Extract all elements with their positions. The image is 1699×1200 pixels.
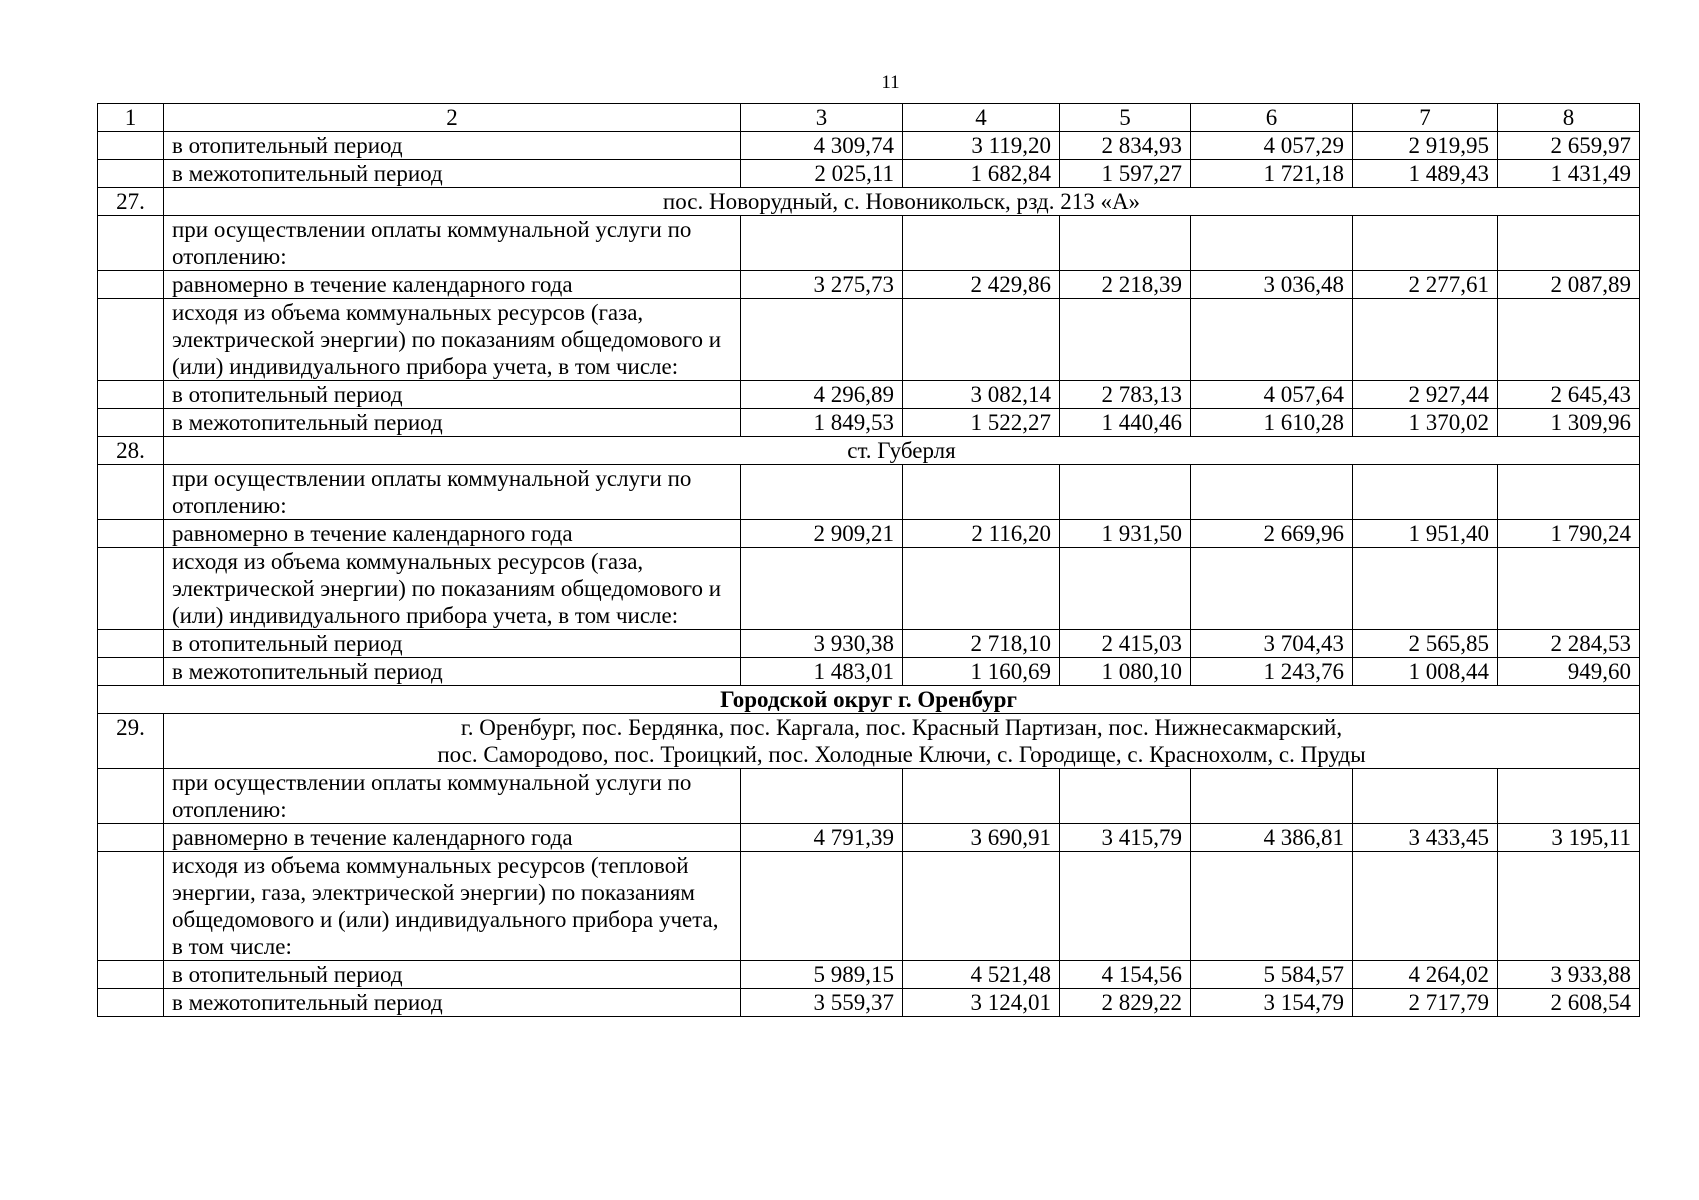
value-cell: 3 415,79 xyxy=(1060,824,1191,852)
column-number: 6 xyxy=(1191,104,1353,132)
value-cell: 3 154,79 xyxy=(1191,989,1353,1017)
value-cell xyxy=(741,299,903,381)
value-cell xyxy=(1191,548,1353,630)
value-cell: 3 704,43 xyxy=(1191,630,1353,658)
column-number: 7 xyxy=(1353,104,1498,132)
row-label: исходя из объема коммунальных ресурсов (газа, электрической энергии) по показаниям общедомового и (или) индивидуального прибора учета, в том числе: xyxy=(164,299,741,381)
value-cell: 3 433,45 xyxy=(1353,824,1498,852)
value-cell: 1 610,28 xyxy=(1191,409,1353,437)
section-number: 29. xyxy=(98,714,164,769)
value-cell xyxy=(741,852,903,961)
row-number-cell xyxy=(98,299,164,381)
column-number: 5 xyxy=(1060,104,1191,132)
row-label: в отопительный период xyxy=(164,132,741,160)
table-row xyxy=(98,271,1640,299)
value-cell: 2 218,39 xyxy=(1060,271,1191,299)
value-cell xyxy=(1191,299,1353,381)
value-cell xyxy=(1191,769,1353,824)
value-cell xyxy=(741,216,903,271)
row-number-cell xyxy=(98,465,164,520)
value-cell: 3 275,73 xyxy=(741,271,903,299)
district-heading-row xyxy=(98,686,1640,714)
value-cell xyxy=(1498,548,1640,630)
section-number: 27. xyxy=(98,188,164,216)
section-place-line: г. Оренбург, пос. Бердянка, пос. Каргала, пос. Красный Партизан, пос. Нижнесакмарский, xyxy=(460,715,1343,740)
value-cell xyxy=(903,852,1060,961)
value-cell: 2 659,97 xyxy=(1498,132,1640,160)
value-cell: 1 243,76 xyxy=(1191,658,1353,686)
value-cell: 5 989,15 xyxy=(741,961,903,989)
section-header-row xyxy=(98,714,1640,769)
value-cell: 5 584,57 xyxy=(1191,961,1353,989)
value-cell xyxy=(1498,216,1640,271)
value-cell xyxy=(903,548,1060,630)
column-number: 2 xyxy=(164,104,741,132)
value-cell xyxy=(1060,299,1191,381)
table-row xyxy=(98,216,1640,271)
row-number-cell xyxy=(98,548,164,630)
row-number-cell xyxy=(98,132,164,160)
table-row xyxy=(98,824,1640,852)
value-cell: 4 296,89 xyxy=(741,381,903,409)
value-cell: 4 386,81 xyxy=(1191,824,1353,852)
value-cell: 2 783,13 xyxy=(1060,381,1191,409)
value-cell: 2 415,03 xyxy=(1060,630,1191,658)
value-cell: 1 597,27 xyxy=(1060,160,1191,188)
value-cell xyxy=(1353,465,1498,520)
value-cell xyxy=(1498,465,1640,520)
value-cell: 4 309,74 xyxy=(741,132,903,160)
row-number-cell xyxy=(98,824,164,852)
value-cell: 2 718,10 xyxy=(903,630,1060,658)
table-row xyxy=(98,630,1640,658)
value-cell xyxy=(903,299,1060,381)
row-label: при осуществлении оплаты коммунальной услуги по отоплению: xyxy=(164,465,741,520)
row-number-cell xyxy=(98,852,164,961)
row-number-cell xyxy=(98,160,164,188)
column-number: 8 xyxy=(1498,104,1640,132)
row-label: в отопительный период xyxy=(164,630,741,658)
value-cell xyxy=(1060,769,1191,824)
value-cell xyxy=(1191,216,1353,271)
section-place-line: пос. Самородово, пос. Троицкий, пос. Холодные Ключи, с. Городище, с. Краснохолм, с. Пруды xyxy=(437,742,1366,767)
row-label: исходя из объема коммунальных ресурсов (тепловой энергии, газа, электрической энергии) по показаниям общедомового и (или) индивидуального прибора учета, в том числе: xyxy=(164,852,741,961)
table-row xyxy=(98,520,1640,548)
value-cell xyxy=(1191,852,1353,961)
value-cell xyxy=(1498,299,1640,381)
table-row xyxy=(98,299,1640,381)
value-cell: 1 309,96 xyxy=(1498,409,1640,437)
table-row xyxy=(98,160,1640,188)
value-cell: 3 036,48 xyxy=(1191,271,1353,299)
value-cell: 2 608,54 xyxy=(1498,989,1640,1017)
row-number-cell xyxy=(98,216,164,271)
table-row xyxy=(98,409,1640,437)
value-cell: 4 057,64 xyxy=(1191,381,1353,409)
value-cell: 4 791,39 xyxy=(741,824,903,852)
row-label: в межотопительный период xyxy=(164,989,741,1017)
column-number-row xyxy=(98,104,1640,132)
value-cell xyxy=(1060,852,1191,961)
table-row xyxy=(98,548,1640,630)
value-cell: 1 682,84 xyxy=(903,160,1060,188)
value-cell: 1 431,49 xyxy=(1498,160,1640,188)
column-number: 4 xyxy=(903,104,1060,132)
value-cell: 1 489,43 xyxy=(1353,160,1498,188)
value-cell: 4 154,56 xyxy=(1060,961,1191,989)
row-number-cell xyxy=(98,381,164,409)
row-number-cell xyxy=(98,658,164,686)
value-cell xyxy=(903,769,1060,824)
table-row xyxy=(98,465,1640,520)
row-label: равномерно в течение календарного года xyxy=(164,824,741,852)
row-label: в межотопительный период xyxy=(164,160,741,188)
value-cell: 2 284,53 xyxy=(1498,630,1640,658)
value-cell: 1 440,46 xyxy=(1060,409,1191,437)
value-cell: 949,60 xyxy=(1498,658,1640,686)
table-row xyxy=(98,769,1640,824)
section-place: пос. Новорудный, с. Новоникольск, рзд. 213 «А» xyxy=(164,188,1640,216)
value-cell: 3 559,37 xyxy=(741,989,903,1017)
column-number: 3 xyxy=(741,104,903,132)
section-header-row xyxy=(98,437,1640,465)
value-cell: 3 690,91 xyxy=(903,824,1060,852)
row-label: при осуществлении оплаты коммунальной услуги по отоплению: xyxy=(164,769,741,824)
row-number-cell xyxy=(98,769,164,824)
value-cell: 2 025,11 xyxy=(741,160,903,188)
row-number-cell xyxy=(98,961,164,989)
value-cell xyxy=(741,548,903,630)
value-cell xyxy=(1498,769,1640,824)
value-cell xyxy=(741,465,903,520)
table-row xyxy=(98,852,1640,961)
value-cell: 2 919,95 xyxy=(1353,132,1498,160)
table-row xyxy=(98,989,1640,1017)
value-cell: 1 721,18 xyxy=(1191,160,1353,188)
value-cell: 2 565,85 xyxy=(1353,630,1498,658)
row-label: в межотопительный период xyxy=(164,409,741,437)
value-cell: 2 834,93 xyxy=(1060,132,1191,160)
row-label: в межотопительный период xyxy=(164,658,741,686)
value-cell: 2 909,21 xyxy=(741,520,903,548)
value-cell: 3 124,01 xyxy=(903,989,1060,1017)
value-cell xyxy=(1060,216,1191,271)
table-row xyxy=(98,132,1640,160)
value-cell: 2 277,61 xyxy=(1353,271,1498,299)
value-cell: 1 951,40 xyxy=(1353,520,1498,548)
value-cell: 2 927,44 xyxy=(1353,381,1498,409)
value-cell xyxy=(1353,548,1498,630)
row-number-cell xyxy=(98,630,164,658)
page-number: 11 xyxy=(881,72,900,93)
value-cell: 2 429,86 xyxy=(903,271,1060,299)
column-number: 1 xyxy=(98,104,164,132)
row-label: в отопительный период xyxy=(164,961,741,989)
value-cell: 1 483,01 xyxy=(741,658,903,686)
value-cell xyxy=(741,769,903,824)
value-cell: 2 087,89 xyxy=(1498,271,1640,299)
section-place xyxy=(164,714,1640,769)
value-cell: 4 264,02 xyxy=(1353,961,1498,989)
value-cell: 1 849,53 xyxy=(741,409,903,437)
value-cell: 4 057,29 xyxy=(1191,132,1353,160)
value-cell xyxy=(1353,216,1498,271)
value-cell: 2 116,20 xyxy=(903,520,1060,548)
section-number: 28. xyxy=(98,437,164,465)
value-cell: 1 008,44 xyxy=(1353,658,1498,686)
value-cell: 2 717,79 xyxy=(1353,989,1498,1017)
value-cell: 3 195,11 xyxy=(1498,824,1640,852)
value-cell: 1 931,50 xyxy=(1060,520,1191,548)
table-row xyxy=(98,658,1640,686)
table-row xyxy=(98,381,1640,409)
value-cell: 1 790,24 xyxy=(1498,520,1640,548)
value-cell: 4 521,48 xyxy=(903,961,1060,989)
value-cell xyxy=(1498,852,1640,961)
row-label: исходя из объема коммунальных ресурсов (газа, электрической энергии) по показаниям общедомового и (или) индивидуального прибора учета, в том числе: xyxy=(164,548,741,630)
section-header-row xyxy=(98,188,1640,216)
value-cell xyxy=(1353,769,1498,824)
value-cell: 1 522,27 xyxy=(903,409,1060,437)
value-cell: 2 645,43 xyxy=(1498,381,1640,409)
value-cell: 1 160,69 xyxy=(903,658,1060,686)
row-number-cell xyxy=(98,520,164,548)
value-cell: 1 080,10 xyxy=(1060,658,1191,686)
value-cell xyxy=(903,216,1060,271)
value-cell: 2 829,22 xyxy=(1060,989,1191,1017)
row-label: в отопительный период xyxy=(164,381,741,409)
value-cell xyxy=(1060,548,1191,630)
section-place: ст. Губерля xyxy=(164,437,1640,465)
value-cell xyxy=(903,465,1060,520)
value-cell xyxy=(1353,299,1498,381)
row-label: при осуществлении оплаты коммунальной услуги по отоплению: xyxy=(164,216,741,271)
table-row xyxy=(98,961,1640,989)
tariff-table xyxy=(97,103,1640,1017)
value-cell: 2 669,96 xyxy=(1191,520,1353,548)
value-cell: 3 119,20 xyxy=(903,132,1060,160)
value-cell: 3 082,14 xyxy=(903,381,1060,409)
row-number-cell xyxy=(98,409,164,437)
value-cell xyxy=(1060,465,1191,520)
value-cell xyxy=(1353,852,1498,961)
row-label: равномерно в течение календарного года xyxy=(164,520,741,548)
value-cell xyxy=(1191,465,1353,520)
row-number-cell xyxy=(98,989,164,1017)
row-number-cell xyxy=(98,271,164,299)
value-cell: 3 930,38 xyxy=(741,630,903,658)
value-cell: 1 370,02 xyxy=(1353,409,1498,437)
district-heading: Городской округ г. Оренбург xyxy=(98,686,1640,714)
row-label: равномерно в течение календарного года xyxy=(164,271,741,299)
value-cell: 3 933,88 xyxy=(1498,961,1640,989)
